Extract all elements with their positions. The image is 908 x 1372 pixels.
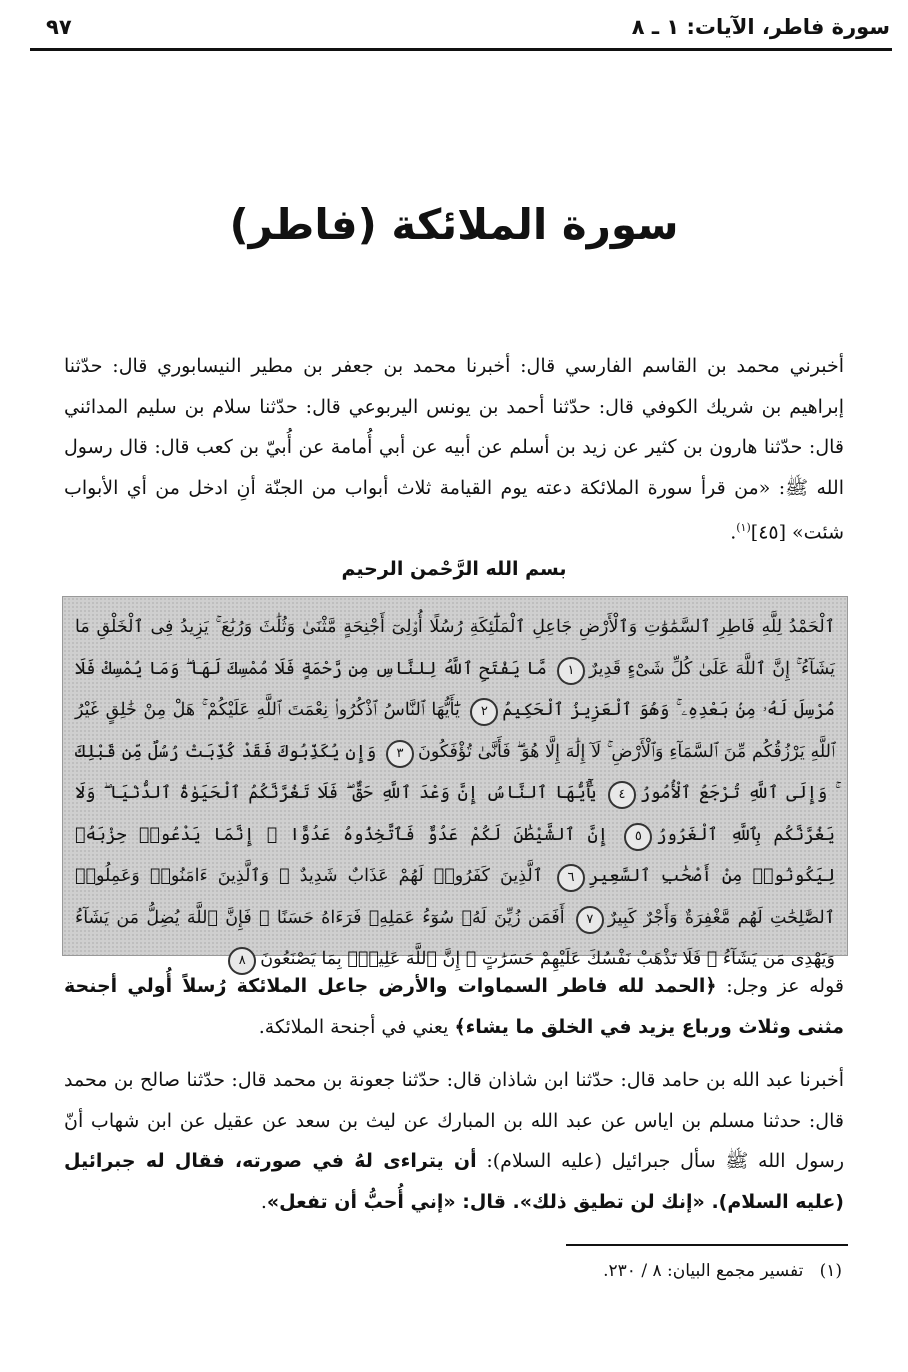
ayah-text: مَّا يَفْتَحِ ٱللَّهُ لِلنَّاسِ مِن رَّحْمَةٍ فَلَا مُمْسِكَ لَهَا ۖ وَمَا يُمْسِكْ فَلَا مُرْسِلَ لَهُۥ مِنۢ بَعْدِهِۦ ۚ وَهُوَ ٱلْعَزِيزُ ٱلْحَكِيمُ xyxy=(75,658,835,720)
hadith-paragraph xyxy=(64,1060,844,1222)
surah-title: سورة الملائكة (فاطر) xyxy=(229,200,679,249)
ayah-number-marker: ٧ xyxy=(576,906,604,934)
ayah-number-marker: ٣ xyxy=(386,740,414,768)
ayah-text: يَٰٓأَيُّهَا ٱلنَّاسُ ٱذْكُرُوا۟ نِعْمَتَ ٱللَّهِ عَلَيْكُمْ ۚ هَلْ مِنْ خَٰلِقٍ غَيْرُ ٱللَّهِ يَرْزُقُكُم مِّنَ ٱلسَّمَآءِ وَٱلْأَرْضِ ۚ لَآ إِلَٰهَ إِلَّا هُوَ ۖ فَأَنَّىٰ تُؤْفَكُونَ xyxy=(75,700,835,762)
footnote-reference[interactable]: (١) xyxy=(736,521,751,534)
hadith-matn: أن يتراءى لهُ في صورته، فقال له جبرائيل (عليه السلام). «إنك لن تطيق ذلك». قال: «إني أُحبُّ أن تفعل» xyxy=(64,1150,844,1213)
ayah-number-marker: ١ xyxy=(557,657,585,685)
basmala: بسم الله الرَّحْمن الرحيم xyxy=(341,558,567,580)
intro-paragraph xyxy=(64,346,844,553)
ayah-number-marker: ٦ xyxy=(557,864,585,892)
hadith-end: . xyxy=(260,1190,267,1213)
commentary-paragraph xyxy=(64,966,844,1047)
footnote-text: تفسير مجمع البيان: ٨ / ٢٣٠. xyxy=(603,1261,804,1281)
hadith-chain: أخبرنا عبد الله بن حامد قال: حدّثنا ابن شاذان قال: حدّثنا جعونة بن محمد قال: حدّثنا صالح بن محمد قال: حدثنا مسلم بن اياس عن عبد الله بن المبارك عن ليث بن سعد عن عقيل عن ابن شهاب أنّ رسول الله ﷺ سأل جبرائيل (عليه السلام): xyxy=(64,1069,845,1172)
ayah-number-marker: ٥ xyxy=(624,823,652,851)
ayah-text: إِنَّ ٱلشَّيْطَٰنَ لَكُمْ عَدُوٌّ فَٱتَّخِذُوهُ عَدُوًّا ۚ إِنَّمَا يَدْعُوا۟ حِزْبَهُۥ لِيَكُونُوا۟ مِنْ أَصْحَٰبِ ٱلسَّعِيرِ xyxy=(75,824,835,886)
intro-end: . xyxy=(730,521,737,544)
verse-quote: ﴿الحمد لله فاطر السماوات والأرض جاعل الملائكة رُسلاً أُولي أجنحة مثنى وثلاث ورباع يزيد في الخلق ما يشاء﴾ xyxy=(64,975,844,1038)
footnote-rule xyxy=(566,1244,848,1246)
header-rule xyxy=(30,48,892,51)
commentary-lead: قوله عز وجل: xyxy=(716,975,844,997)
footnote xyxy=(64,1256,842,1286)
chapter-title: سورة فاطر، الآيات: ١ ـ ٨ xyxy=(631,15,890,39)
ayah-text: ٱلَّذِينَ كَفَرُوا۟ لَهُمْ عَذَابٌ شَدِيدٌ ۖ وَٱلَّذِينَ ءَامَنُوا۟ وَعَمِلُوا۟ ٱلصَّٰلِحَٰتِ لَهُم مَّغْفِرَةٌ وَأَجْرٌ كَبِيرٌ xyxy=(75,866,835,928)
commentary-tail: يعني في أجنحة الملائكة. xyxy=(258,1015,455,1038)
ayah-number-marker: ٤ xyxy=(608,781,636,809)
footnote-marker: (١) xyxy=(819,1261,842,1281)
intro-text: أخبرني محمد بن القاسم الفارسي قال: أخبرنا محمد بن جعفر بن مطير النيسابوري قال: حدّثنا إبراهيم بن شريك الكوفي قال: حدّثنا أحمد بن يونس اليربوعي قال: حدّثنا سلام بن سليم المدائني قال: حدّثنا هارون بن كثير عن زيد بن أسلم عن أبيه عن أبي أُمامة عن أُبيّ بن كعب قال: قال رسول الله ﷺ: «من قرأ سورة الملائكة دعته يوم القيامة ثلاث أبواب من الجنّة أنِ ادخل من أي الأبواب شئت» [٤٥] xyxy=(64,355,844,544)
ayah-text: أَفَمَن زُيِّنَ لَهُۥ سُوٓءُ عَمَلِهِۦ فَرَءَاهُ حَسَنًا ۖ فَإِنَّ ٱللَّهَ يُضِلُّ مَن يَشَآءُ وَيَهْدِى مَن يَشَآءُ ۖ فَلَا تَذْهَبْ نَفْسُكَ عَلَيْهِمْ حَسَرَٰتٍ ۚ إِنَّ ٱللَّهَ عَلِيمٌۢ بِمَا يَصْنَعُونَ xyxy=(75,907,835,969)
page-number: ٩٧ xyxy=(46,15,72,39)
ayah-number-marker: ٨ xyxy=(228,947,256,975)
ayah-text: ٱلْحَمْدُ لِلَّهِ فَاطِرِ ٱلسَّمَٰوَٰتِ وَٱلْأَرْضِ جَاعِلِ ٱلْمَلَٰٓئِكَةِ رُسُلًا أُو۟لِىٓ أَجْنِحَةٍ مَّثْنَىٰ وَثُلَٰثَ وَرُبَٰعَ ۚ يَزِيدُ فِى ٱلْخَلْقِ مَا يَشَآءُ ۚ إِنَّ ٱللَّهَ عَلَىٰ كُلِّ شَىْءٍ قَدِيرٌ xyxy=(75,617,835,679)
ayah-text: وَإِن يُكَذِّبُوكَ فَقَدْ كُذِّبَتْ رُسُلٌ مِّن قَبْلِكَ ۚ وَإِلَى ٱللَّهِ تُرْجَعُ ٱلْأُمُورُ xyxy=(75,741,835,803)
ayah-number-marker: ٢ xyxy=(470,698,498,726)
quran-text-box xyxy=(62,596,848,969)
running-header xyxy=(46,10,890,44)
ayah-text: يَٰٓأَيُّهَا ٱلنَّاسُ إِنَّ وَعْدَ ٱللَّهِ حَقٌّ ۖ فَلَا تَغُرَّنَّكُمُ ٱلْحَيَوٰةُ ٱلدُّنْيَا ۖ وَلَا يَغُرَّنَّكُم بِٱللَّهِ ٱلْغَرُورُ xyxy=(75,783,835,845)
